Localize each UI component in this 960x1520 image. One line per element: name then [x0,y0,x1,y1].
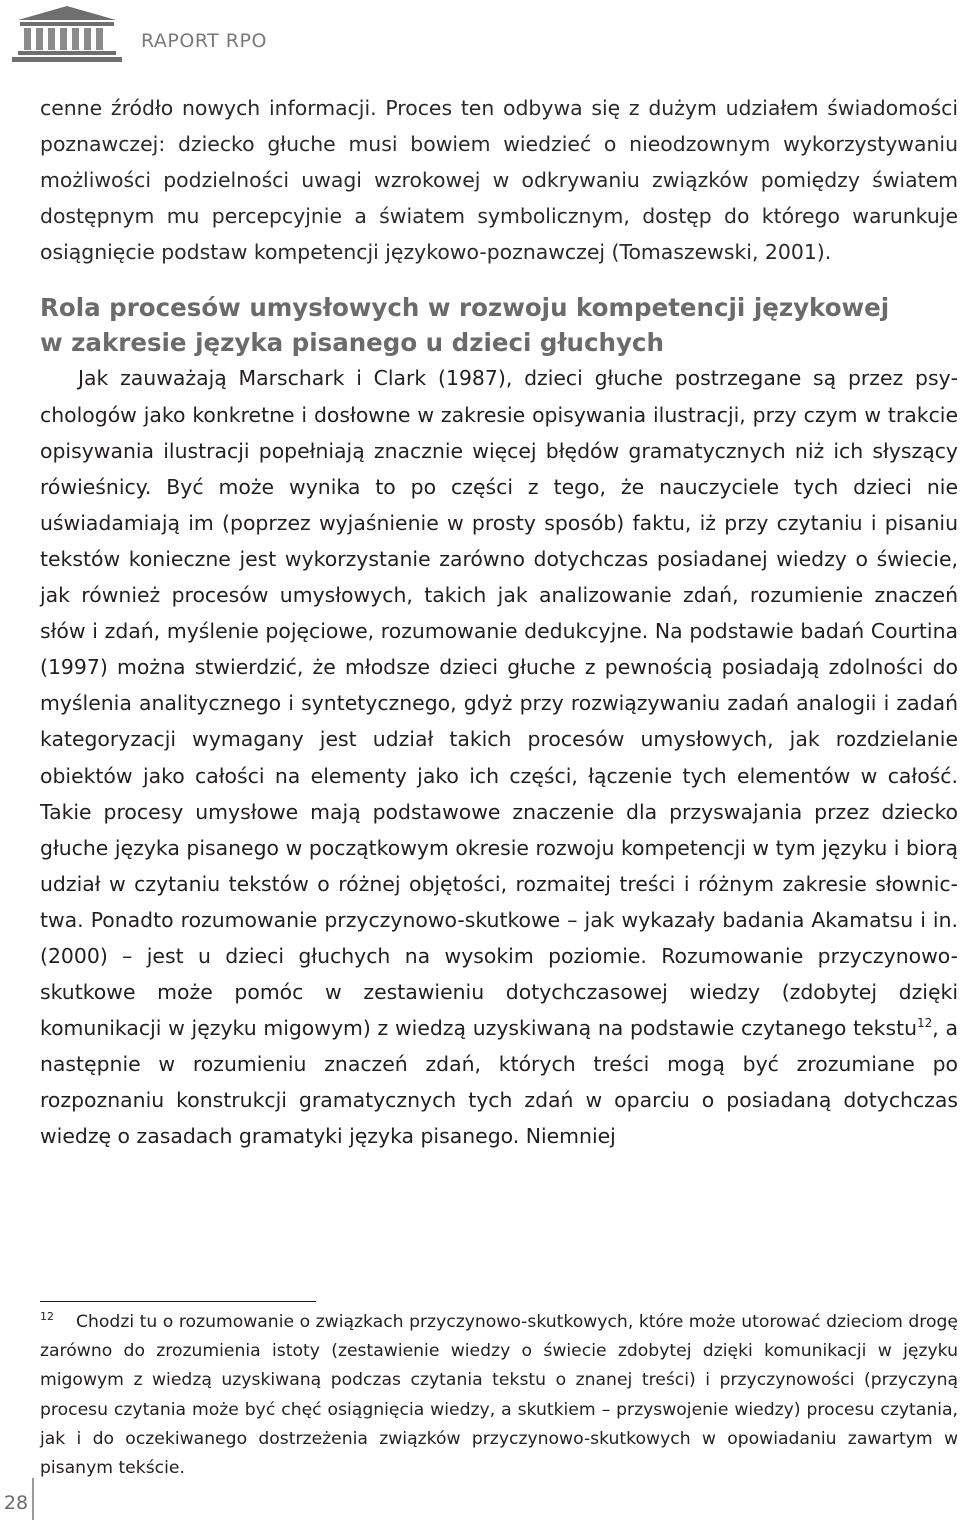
body-paragraph [40,360,958,1154]
paragraph-text-continued: , a następnie w rozumieniu znaczeń zdań, których treści mogą być zrozumiane po rozpoznaniu konstrukcji gramatycznych tych zdań w oparciu o posiadaną dotychczas wiedzę o zasadach gramatyki języka pisanego. Niemniej [40,1016,958,1149]
footnote-reference[interactable]: 12 [917,1016,933,1031]
institution-building-icon [8,4,126,64]
footnote [40,1308,958,1483]
main-text [40,90,958,1155]
footnote-number: 12 [40,1310,54,1324]
intro-paragraph: cenne źródło nowych informacji. Proces ten odbywa się z dużym udziałem świadomości poznawczej: dziecko głuche musi bowiem wiedzieć o nieodzownym wykorzystywaniu możliwości podzielności uwagi wzrokowej w odkrywaniu związków pomiędzy światem dostępnym mu percepcyjnie a światem symbolicznym, dostęp do którego warunkuje osiągnięcie podstaw kompetencji językowo-poznawczej (Tomaszewski, 2001). [40,96,958,265]
page-number-divider [32,1478,34,1520]
footnote-divider [40,1301,316,1302]
page-header [0,0,960,72]
page-number: 28 [3,1492,29,1514]
section-heading-line2: w zakresie języka pisanego u dzieci głuchych [40,328,664,358]
paragraph-text: Jak zauważają Marschark i Clark (1987), dzieci głuche postrzegane są przez psychologów jako konkretne i dosłowne w zakresie opisywania ilustracji, przy czym w trakcie opisywania ilustracji popełniają znacznie więcej błędów gramatycznych niż ich słyszący rówieśnicy. Być może wynika to po części z tego, że nauczyciele tych dzieci nie uświadamiają im (poprzez wyjaśnienie w prosty sposób) faktu, iż przy czytaniu i pisaniu tekstów konieczne jest wykorzystanie zarówno dotychczas posiadanej wiedzy o świecie, jak również procesów umysłowych, takich jak analizowanie zdań, rozumienie znaczeń słów i zdań, myślenie pojęciowe, rozumowanie dedukcyjne. Na podstawie badań Courtina (1997) można stwierdzić, że młodsze dzieci głuche z pewnością posiadają zdolności do myślenia analitycznego i syntetycznego, gdyż przy rozwiązywaniu zadań analogii i zadań kategoryzacji wymagany jest udział takich procesów umysłowych, jak rozdzielanie obiektów jako całości na elementy jako ich części, łączenie tych elementów w całość. Takie procesy umysłowe mają podstawowe znaczenie dla przyswajania przez dziecko głuche języka pisanego w początkowym okresie rozwoju kompetencji w tym języku i biorą udział w czytaniu tekstów o różnej objętości, rozmaitej treści i różnym zakresie słownictwa. Ponadto rozumowanie przyczynowo-skutkowe – jak wykazały badania Akamatsu i in. (2000) – jest u dzieci głuchych na wysokim poziomie. Rozumowanie przyczynowo-skutkowe może pomóc w zestawieniu dotychczasowej wiedzy (zdobytej dzięki komunikacji w języku migowym) z wiedzą uzyskiwaną na podstawie czytanego tekstu [40,366,958,1041]
section-heading-line1: Rola procesów umysłowych w rozwoju kompetencji językowej [40,293,890,323]
footnote-text: Chodzi tu o rozumowanie o związkach przyczynowo-skutkowych, które może utorować dzieciom drogę zarówno do zrozumienia istoty (zestawienie wiedzy o świecie zdobytej dzięki komunikacji w języku migowym z wiedzą uzyskiwaną podczas czytania tekstu o znanej treści) i przyczynowości (przyczyną procesu czytania może być chęć osiągnięcia wiedzy, a skutkiem – przyswojenie wiedzy) procesu czytania, jak i do oczekiwanego dostrzeżenia związków przyczynowo-skutkowych w opowiadaniu zawartym w pisanym tekście. [40,1312,958,1479]
section-heading [40,290,958,360]
publication-title: RAPORT RPO [141,30,267,52]
